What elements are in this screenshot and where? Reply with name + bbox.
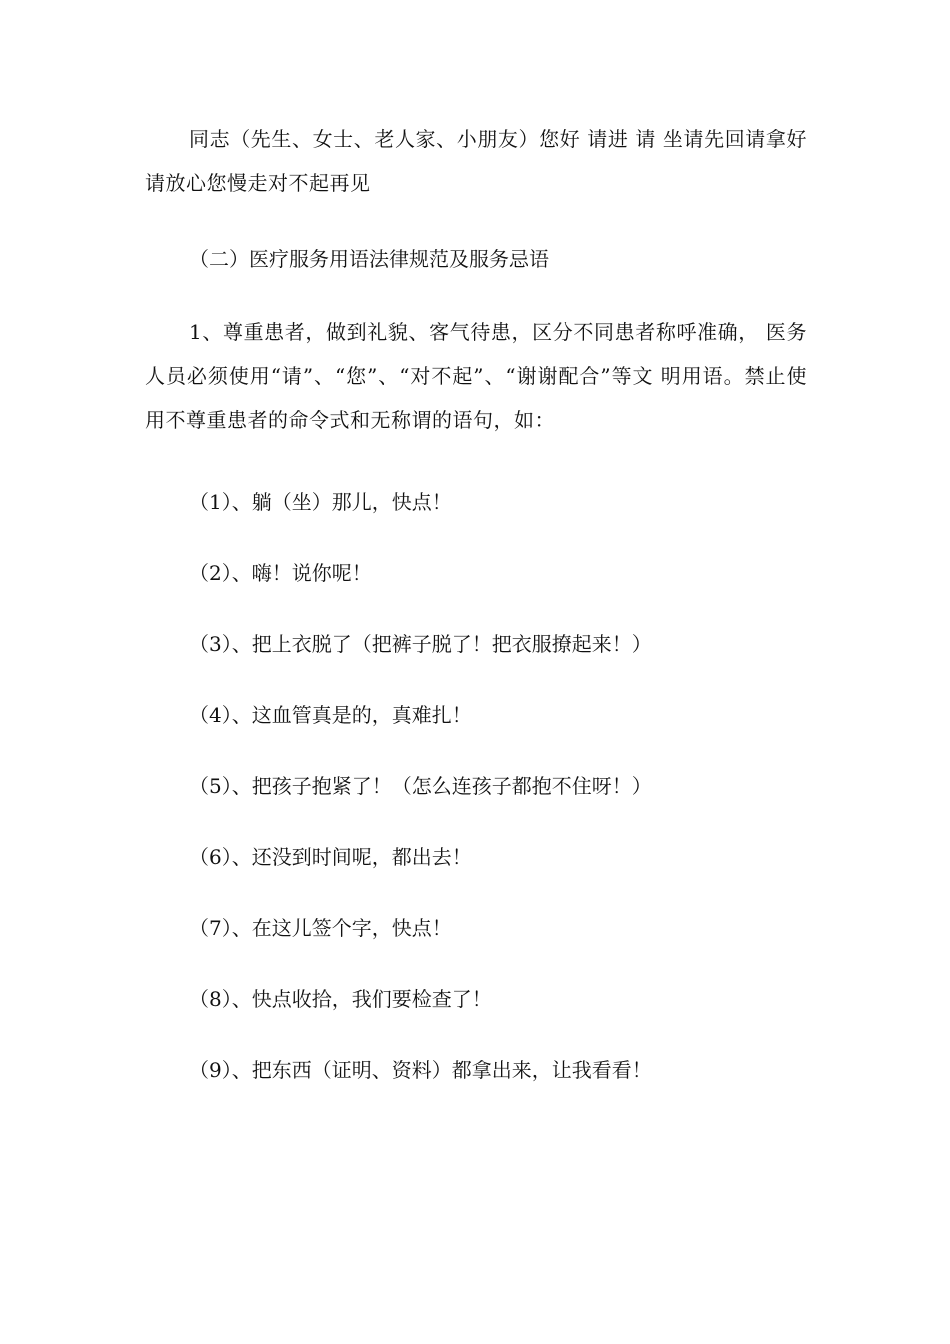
example-item-2: （2）、嗨！说你呢！ (189, 561, 372, 585)
example-item-8: （8）、快点收拾，我们要检查了！ (189, 987, 492, 1011)
example-item-1: （1）、躺（坐）那儿，快点！ (189, 490, 452, 514)
example-item-9: （9）、把东西（证明、资料）都拿出来，让我看看！ (189, 1058, 652, 1082)
rule-paragraph: 1、尊重患者，做到礼貌、客气待患，区分不同患者称呼准确， 医务人员必须使用“请”、“您”、“对不起”、“谢谢配合”等文 明用语。禁止使用不尊重患者的命令式和无称谓的语句，如： (145, 320, 807, 432)
example-item-6: （6）、还没到时间呢，都出去！ (189, 845, 472, 869)
example-item-4: （4）、这血管真是的，真难扎！ (189, 703, 472, 727)
section-heading: （二）医疗服务用语法律规范及服务忌语 (189, 247, 549, 271)
example-item-3: （3）、把上衣脱了（把裤子脱了！把衣服撩起来！） (189, 632, 652, 656)
example-item-7: （7）、在这儿签个字，快点！ (189, 916, 452, 940)
example-item-5: （5）、把孩子抱紧了！（怎么连孩子都抱不住呀！） (189, 774, 652, 798)
greeting-paragraph: 同志（先生、女士、老人家、小朋友）您好 请进 请 坐请先回请拿好请放心您慢走对不起再见 (145, 127, 807, 195)
